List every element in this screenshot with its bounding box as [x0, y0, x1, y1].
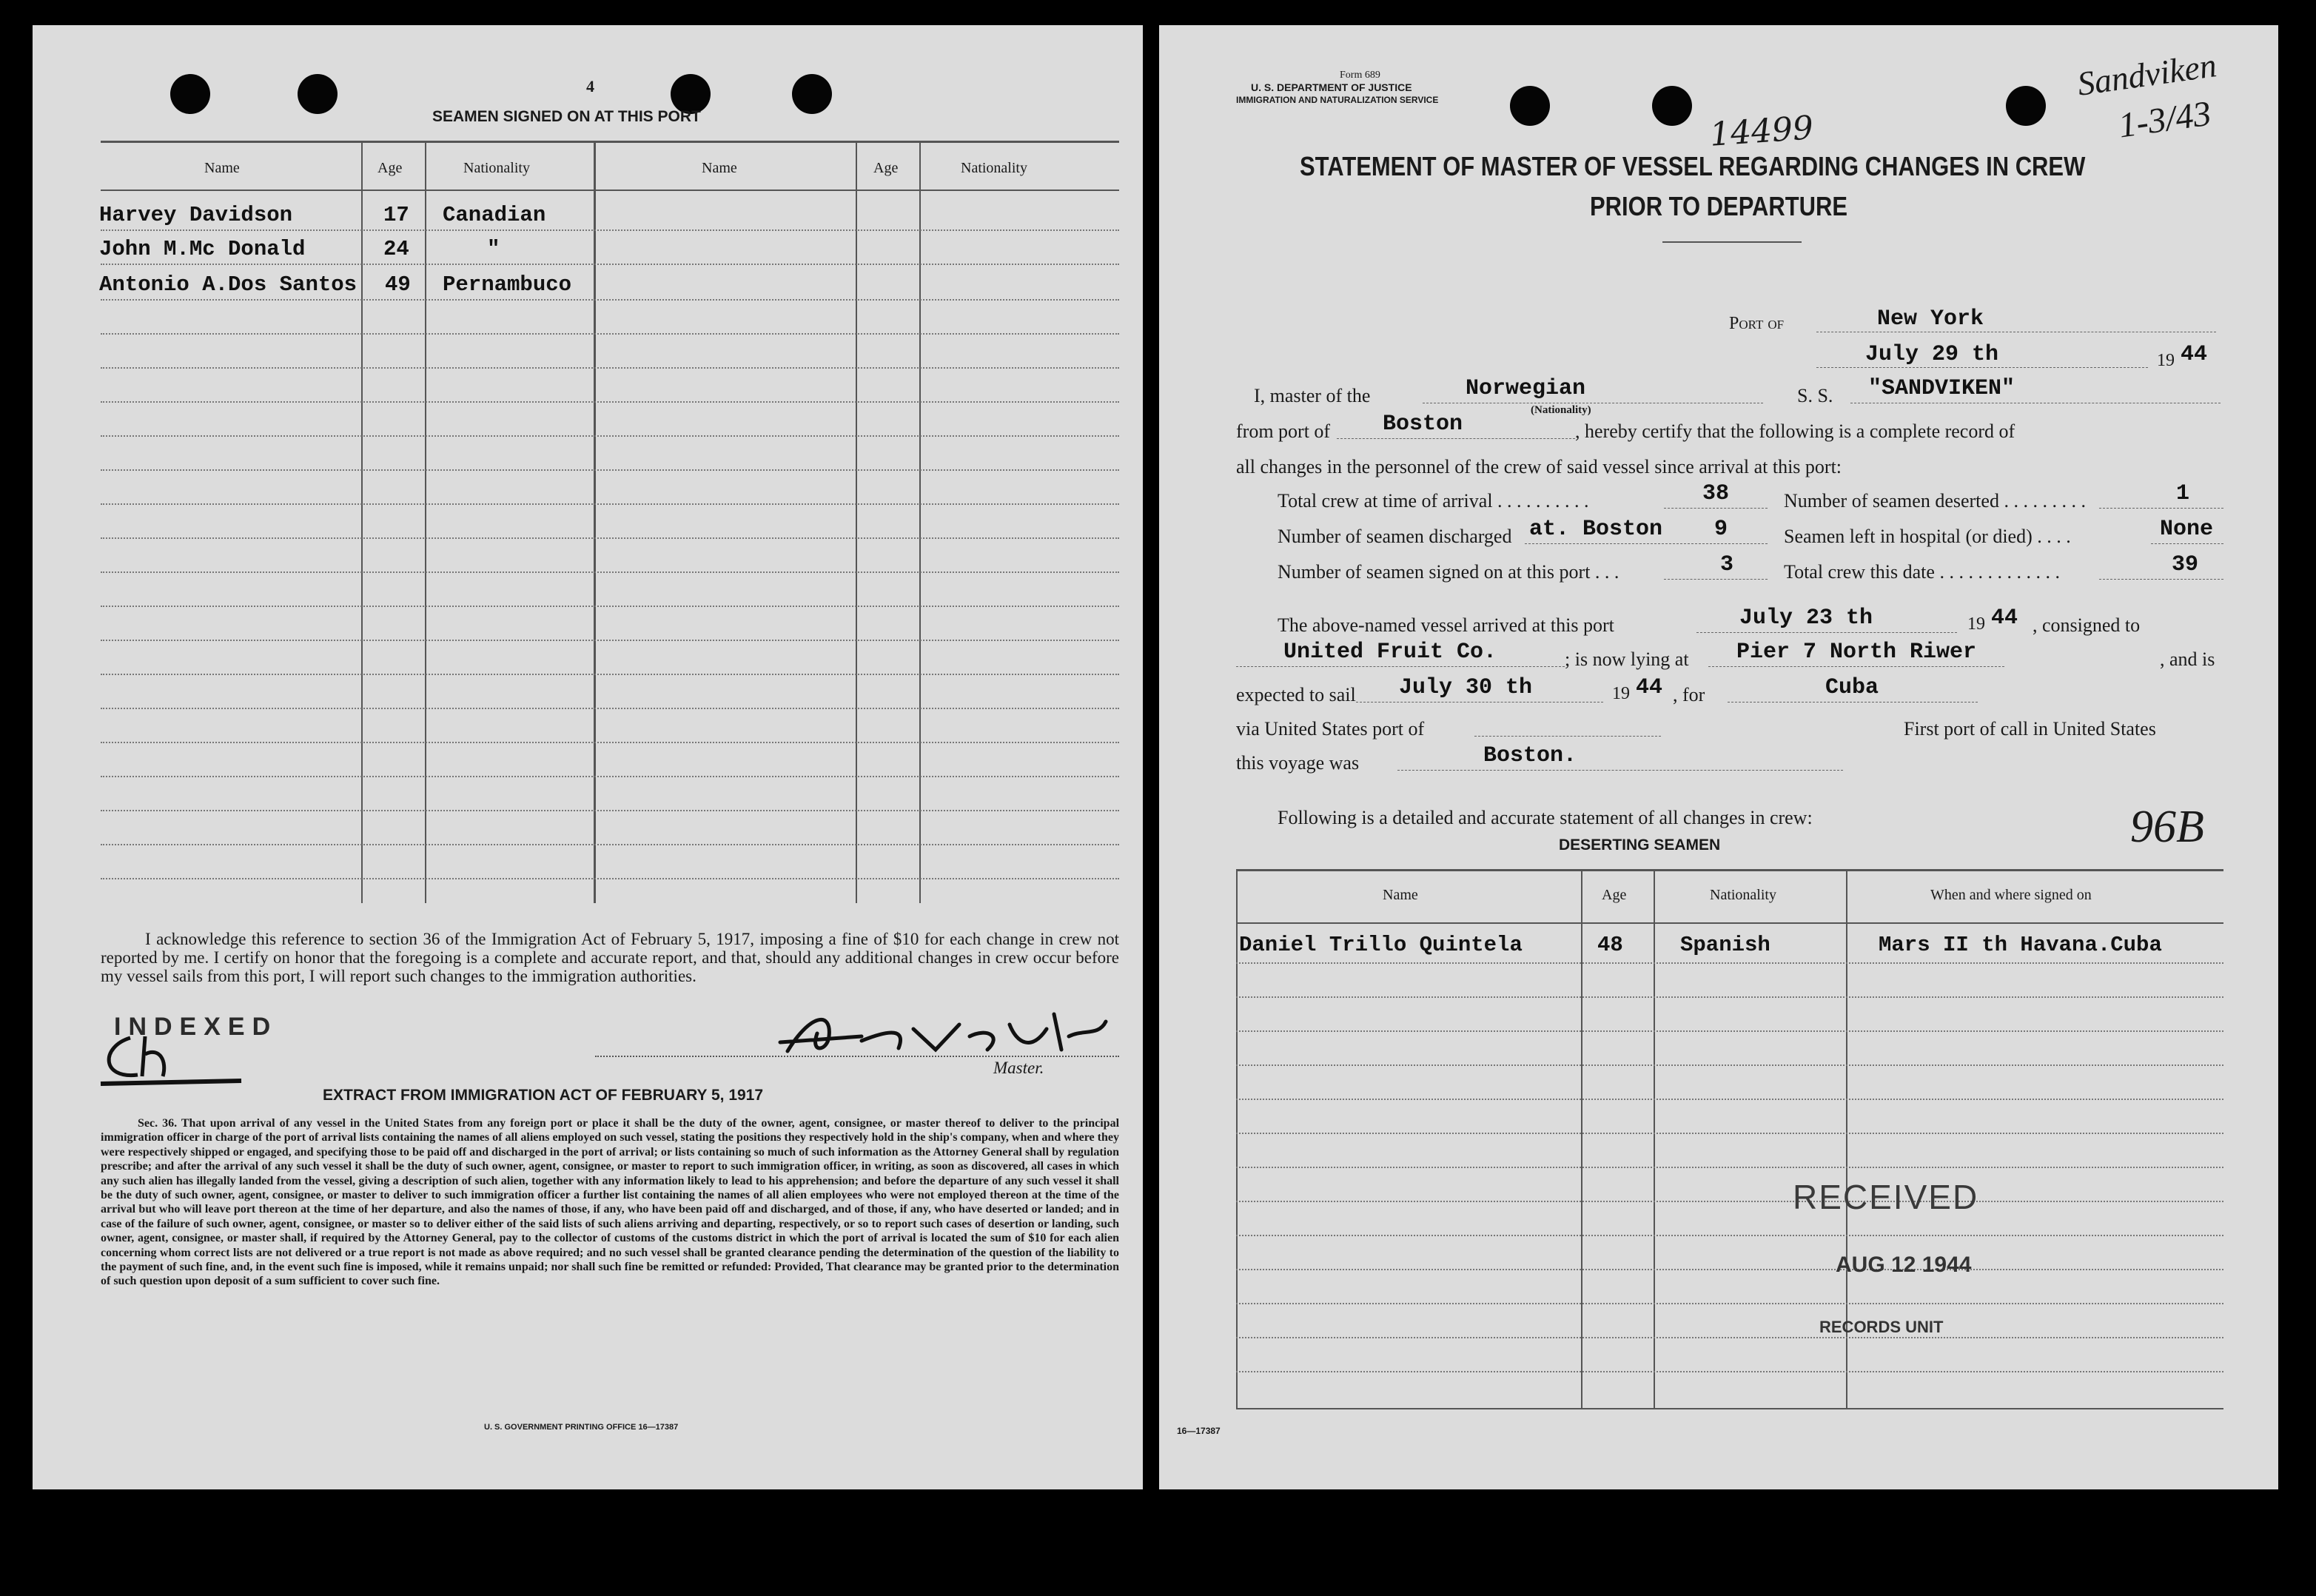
voyage-port: Boston. [1483, 743, 1577, 768]
section-title: SEAMEN SIGNED ON AT THIS PORT [432, 108, 701, 125]
column-divider [1654, 869, 1655, 1409]
lying-label: ; is now lying at [1565, 648, 1689, 670]
column-divider [919, 141, 921, 903]
field-line [2099, 579, 2223, 580]
changes-text: all changes in the personnel of the crew of said vessel since arrival at this port: [1236, 456, 1842, 477]
lying-at: Pier 7 North Riwer [1736, 640, 1977, 665]
received-stamp: RECEIVED [1793, 1178, 1979, 1216]
row-line [1236, 1371, 2223, 1372]
signed-on-label: Number of seamen signed on at this port . . . [1278, 561, 1619, 583]
date-year-prefix: 19 [2157, 351, 2175, 370]
extract-text [101, 1116, 1119, 1289]
field-line [1728, 702, 1978, 703]
sail-year: 44 [1636, 675, 1663, 700]
row-line [1236, 1201, 2223, 1202]
row-line [1236, 1030, 2223, 1032]
form-number: Form 689 [1340, 70, 1380, 81]
seaman-age: 49 [385, 272, 411, 297]
clerk-initials [93, 1032, 256, 1091]
row-line [1236, 1167, 2223, 1168]
handwritten-code: 96B [2130, 802, 2204, 852]
table-border [101, 141, 1119, 143]
certify-text: , hereby certify that the following is a complete record of [1575, 420, 2015, 442]
service: IMMIGRATION AND NATURALIZATION SERVICE [1236, 95, 1439, 105]
signed-on: 3 [1720, 552, 1734, 577]
row-line [101, 229, 1119, 231]
col-header-nationality: Nationality [1710, 887, 1776, 903]
row-line [1236, 1303, 2223, 1304]
deserting-title: DESERTING SEAMEN [1559, 836, 1721, 854]
seaman-nationality: " [487, 237, 500, 261]
vessel-nationality: Norwegian [1466, 376, 1586, 401]
row-line [101, 333, 1119, 335]
department: U. S. DEPARTMENT OF JUSTICE [1251, 81, 1412, 93]
field-line [1236, 666, 1565, 667]
following-label: Following is a detailed and accurate statement of all changes in crew: [1278, 807, 1813, 828]
field-line [1356, 702, 1603, 703]
date-year: 44 [2181, 342, 2208, 367]
discharged-place: at. Boston [1529, 517, 1663, 542]
seaman-name: Antonio A.Dos Santos [99, 272, 358, 297]
discharged: 9 [1714, 517, 1728, 542]
total-arrival-label: Total crew at time of arrival . . . . . . . . . . [1278, 490, 1589, 512]
row-line [101, 844, 1119, 845]
punch-hole [792, 74, 832, 114]
sail-date: July 30 th [1399, 675, 1533, 700]
row-line [101, 810, 1119, 811]
ss-label: S. S. [1797, 385, 1833, 406]
column-divider [425, 141, 426, 903]
total-today: 39 [2172, 552, 2199, 577]
field-line [1664, 579, 1768, 580]
seaman-name: John M.Mc Donald [99, 237, 306, 261]
field-line [1696, 632, 1957, 633]
column-divider [1581, 869, 1582, 1409]
seaman-nationality: Canadian [443, 203, 546, 227]
seaman-age: 17 [383, 203, 409, 227]
vessel-name: "SANDVIKEN" [1868, 376, 2015, 401]
deserter-name: Daniel Trillo Quintela [1239, 933, 1523, 957]
signature-line [595, 1056, 1119, 1057]
row-line [1236, 1269, 2223, 1270]
field-line [1525, 543, 1768, 544]
col-header-nationality: Nationality [463, 160, 530, 176]
row-line [101, 469, 1119, 471]
row-line [101, 708, 1119, 709]
total-arrival: 38 [1702, 481, 1730, 506]
column-divider [1236, 869, 1238, 1409]
row-line [101, 606, 1119, 607]
row-line [1236, 1133, 2223, 1134]
table-header-border [1236, 922, 2223, 924]
deserter-age: 48 [1597, 933, 1623, 957]
field-line [2099, 508, 2223, 509]
from-port-label: from port of [1236, 420, 1331, 442]
form-title: STATEMENT OF MASTER OF VESSEL REGARDING CHANGES IN CREW [1300, 151, 2086, 181]
consigned-label: , consigned to [2033, 614, 2141, 636]
row-line [101, 537, 1119, 539]
punch-hole [170, 74, 210, 114]
first-port-label: First port of call in United States [1904, 718, 2156, 740]
row-line [1236, 1099, 2223, 1100]
printer-line: U. S. GOVERNMENT PRINTING OFFICE 16—17387 [484, 1423, 679, 1432]
row-line [101, 674, 1119, 675]
column-divider [856, 141, 857, 903]
row-line [101, 571, 1119, 573]
date-value: July 29 th [1865, 342, 1999, 367]
hospital-label: Seamen left in hospital (or died) . . . . [1784, 526, 2071, 547]
left-page [33, 25, 1143, 1489]
row-line [101, 367, 1119, 369]
row-line [101, 640, 1119, 641]
row-line [1236, 996, 2223, 998]
arrived-date: July 23 th [1739, 606, 1873, 631]
seaman-nationality: Pernambuco [443, 272, 572, 297]
table-header-border [101, 190, 1119, 191]
via-label: via United States port of [1236, 718, 1425, 740]
sail-year-prefix: 19 [1612, 684, 1630, 703]
from-port: Boston [1383, 412, 1463, 437]
row-line [101, 435, 1119, 437]
records-unit: RECORDS UNIT [1819, 1318, 1944, 1336]
punch-hole [2006, 86, 2046, 126]
page-number: 4 [586, 77, 594, 95]
expected-label: expected to sail [1236, 684, 1356, 705]
row-line [101, 299, 1119, 301]
master-label: I, master of the [1254, 385, 1371, 406]
row-line [1236, 962, 2223, 964]
for-label: , for [1673, 684, 1705, 705]
field-line [2151, 543, 2223, 544]
table-bottom-border [1236, 1408, 2223, 1409]
port-label: Port of [1729, 314, 1785, 333]
signature-label: Master. [993, 1059, 1044, 1077]
row-line [101, 503, 1119, 505]
col-header-name-2: Name [702, 160, 737, 176]
punch-hole [1510, 86, 1550, 126]
punch-hole [1652, 86, 1692, 126]
received-date: AUG 12 1944 [1836, 1253, 1972, 1277]
seaman-name: Harvey Davidson [99, 203, 293, 227]
row-line [101, 264, 1119, 265]
discharged-label: Number of seamen discharged [1278, 526, 1512, 547]
field-line [1664, 508, 1768, 509]
destination: Cuba [1825, 675, 1879, 700]
voyage-label: this voyage was [1236, 752, 1360, 774]
field-line [1337, 438, 1575, 439]
row-line [1236, 1235, 2223, 1236]
row-line [101, 401, 1119, 403]
punch-hole [298, 74, 338, 114]
signature [765, 1007, 1121, 1066]
arrived-label: The above-named vessel arrived at this port [1278, 614, 1614, 636]
row-line [1236, 1337, 2223, 1338]
field-line [1708, 666, 2004, 667]
column-divider [594, 141, 596, 903]
table-border [1236, 869, 2223, 871]
column-divider [361, 141, 363, 903]
right-page [1159, 25, 2278, 1489]
nationality-caption: (Nationality) [1531, 404, 1591, 416]
extract-section: Sec. 36. [138, 1117, 178, 1130]
field-line [1816, 367, 2148, 368]
extract-title: EXTRACT FROM IMMIGRATION ACT OF FEBRUARY 5, 1917 [323, 1087, 764, 1104]
hospital: None [2160, 517, 2214, 542]
form-title-line2: PRIOR TO DEPARTURE [1590, 191, 1848, 221]
extract-body: That upon arrival of any vessel in the United States from any foreign port or place it shall be the duty of the owner, agent, consignee, or master thereof to deliver to the principal immigration officer in charge of the port of arrival lists containing the names of all aliens employed on such vessel, stating the positions they respectively hold in the ship's company, when and where they were respectively shipped or engaged, and specifying those to be paid off and discharged in the port of arrival; or lists containing so much of such information as the Attorney General shall by regulation prescribe; and after the arrival of any such vessel it shall be the duty of such owner, agent, consignee, or master to report to such immigration officer, in writing, as soon as discovered, all cases in which any such alien has illegally landed from the vessel, giving a description of such alien, together with any information likely to lead to his apprehension; and before the departure of any such vessel it shall be the duty of such owner, agent, consignee, or master to deliver to such immigration officer a further list containing the names of all alien employees who were not employed thereon at the time of the arrival but who will leave port thereon at the time of her departure, and also the names of those, if any, who have been paid off and discharged, and of those, if any, who have deserted or landed; and in case of the failure of such owner, agent, consignee, or master so to deliver either of the said lists of such aliens arriving and departing, respectively, or so to report such cases of desertion or landing, such owner, agent, consignee, or master shall, if required by the Attorney General, pay to the collector of customs of the customs district in which the port of arrival is located the sum of $10 for each alien concerning whom correct lists are not delivered or a true report is not made as above required; and no such vessel shall be granted clearance pending the determination of the question of the liability to the payment of such fine, and, in the event such fine is imposed, while it remains unpaid; nor shall such fine be remitted or refunded: Provided, That clearance may be granted prior to the determination of such question upon deposit of a sum sufficient to cover such fine. [101, 1117, 1120, 1288]
col-header-name: Name [204, 160, 240, 176]
field-line [1474, 736, 1661, 737]
arrived-year: 44 [1991, 606, 2018, 631]
seaman-age: 24 [383, 237, 409, 261]
row-line [1236, 1064, 2223, 1066]
form-code: 16—17387 [1177, 1426, 1221, 1436]
col-header-nationality-2: Nationality [961, 160, 1027, 176]
port-value: New York [1877, 306, 1984, 332]
col-header-age: Age [1602, 887, 1627, 903]
deserted-label: Number of seamen deserted . . . . . . . . . [1784, 490, 2086, 512]
col-header-age-2: Age [873, 160, 899, 176]
col-header-age: Age [377, 160, 403, 176]
field-line [1397, 770, 1843, 771]
col-header-signed: When and where signed on [1930, 887, 2092, 903]
consignee: United Fruit Co. [1283, 640, 1497, 665]
corner-note: Sandviken [2075, 46, 2219, 103]
and-is: , and is [2160, 648, 2215, 670]
file-number: 14499 [1708, 109, 1815, 154]
indexed-stamp: INDEXED [114, 1013, 278, 1041]
deserter-signed-on: Mars II th Havana.Cuba [1879, 933, 2162, 957]
acknowledgement-text: I acknowledge this reference to section 36 of the Immigration Act of February 5, 1917, imposing a fine of $10 for each change in crew not reported by me. I certify on honor that the foregoing is a complete and accurate report, and that, should any additional changes in crew occur before my vessel sails from this port, I will report such changes to the immigration authorities. [101, 930, 1119, 985]
row-line [101, 742, 1119, 743]
deserter-nationality: Spanish [1680, 933, 1770, 957]
row-line [101, 776, 1119, 777]
title-rule [1662, 241, 1802, 243]
deserted: 1 [2176, 481, 2190, 506]
arrived-year-prefix: 19 [1967, 614, 1985, 634]
corner-note-2: 1-3/43 [2115, 93, 2214, 146]
row-line [101, 878, 1119, 879]
col-header-name: Name [1383, 887, 1418, 903]
total-today-label: Total crew this date . . . . . . . . . . . . . [1784, 561, 2060, 583]
